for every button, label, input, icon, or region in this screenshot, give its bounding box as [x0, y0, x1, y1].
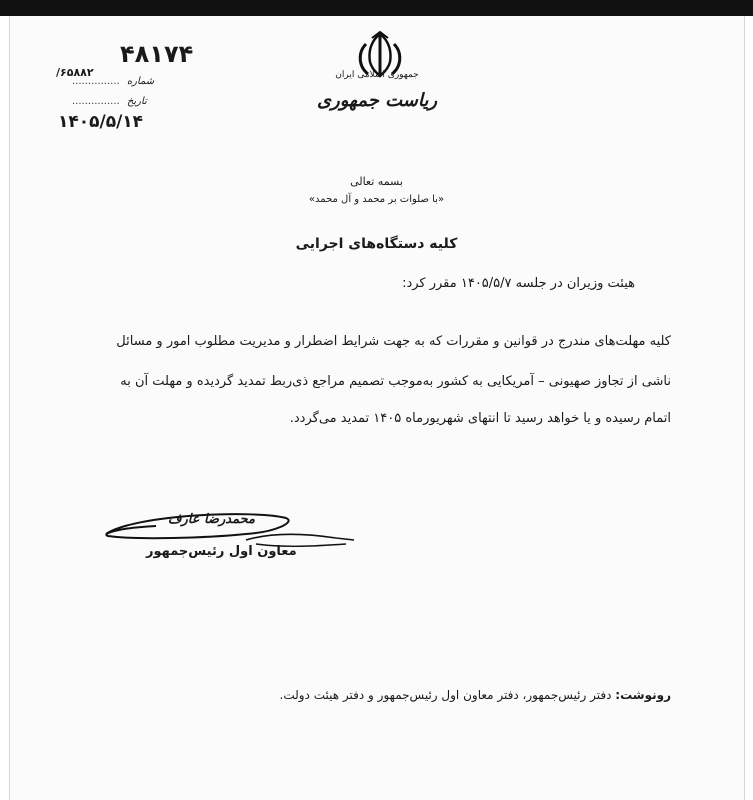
letter-meta: [36, 40, 216, 140]
cc-label: رونوشت:: [615, 688, 671, 702]
signer-name: محمدرضا عارف: [168, 512, 255, 527]
cc-recipients: دفتر رئیس‌جمهور، دفتر معاون اول رئیس‌جمهور و دفتر هیئت دولت.: [279, 688, 612, 702]
body-line-1: کلیه مهلت‌های مندرج در قوانین و مقررات که به جهت شرایط اضطرار و مدیریت مطلوب امور و مسائل: [116, 334, 671, 349]
number-dots: ...............: [72, 76, 120, 87]
signature-block: [96, 504, 356, 584]
reference-number: ۶۵۸۸۲/: [56, 66, 94, 79]
date-label: تاریخ: [126, 96, 147, 107]
addressee: کلیه دستگاه‌های اجرایی: [295, 236, 458, 252]
letter-number-large: ۴۸۱۷۴: [120, 40, 194, 68]
body-line-3: اتمام رسیده و یا خواهد رسید تا انتهای شهریورماه ۱۴۰۵ تمدید می‌گردد.: [289, 411, 671, 426]
number-field: [72, 76, 154, 87]
number-label: شماره: [126, 76, 155, 87]
date-value: ۱۴۰۵/۵/۱۴: [58, 112, 144, 132]
intro-line: هیئت وزیران در جلسه ۱۴۰۵/۵/۷ مقرر کرد:: [402, 276, 635, 291]
in-name-heading: بسمه تعالی: [350, 175, 403, 188]
office-name: ریاست جمهوری: [316, 90, 438, 111]
date-dots: ...............: [72, 96, 120, 107]
salawat-line: «با صلوات بر محمد و آل محمد»: [308, 194, 445, 205]
carbon-copy-line: [280, 688, 671, 702]
state-name: جمهوری اسلامی ایران: [335, 70, 419, 80]
top-bar: [0, 0, 753, 16]
date-field: [72, 96, 147, 107]
body-line-2: ناشی از تجاوز صهیونی – آمریکایی به کشور به‌موجب تصمیم مراجع ذی‌ربط تمدید گردیده و مهلت آن به: [120, 374, 671, 389]
signer-title: معاون اول رئیس‌جمهور: [146, 544, 297, 559]
